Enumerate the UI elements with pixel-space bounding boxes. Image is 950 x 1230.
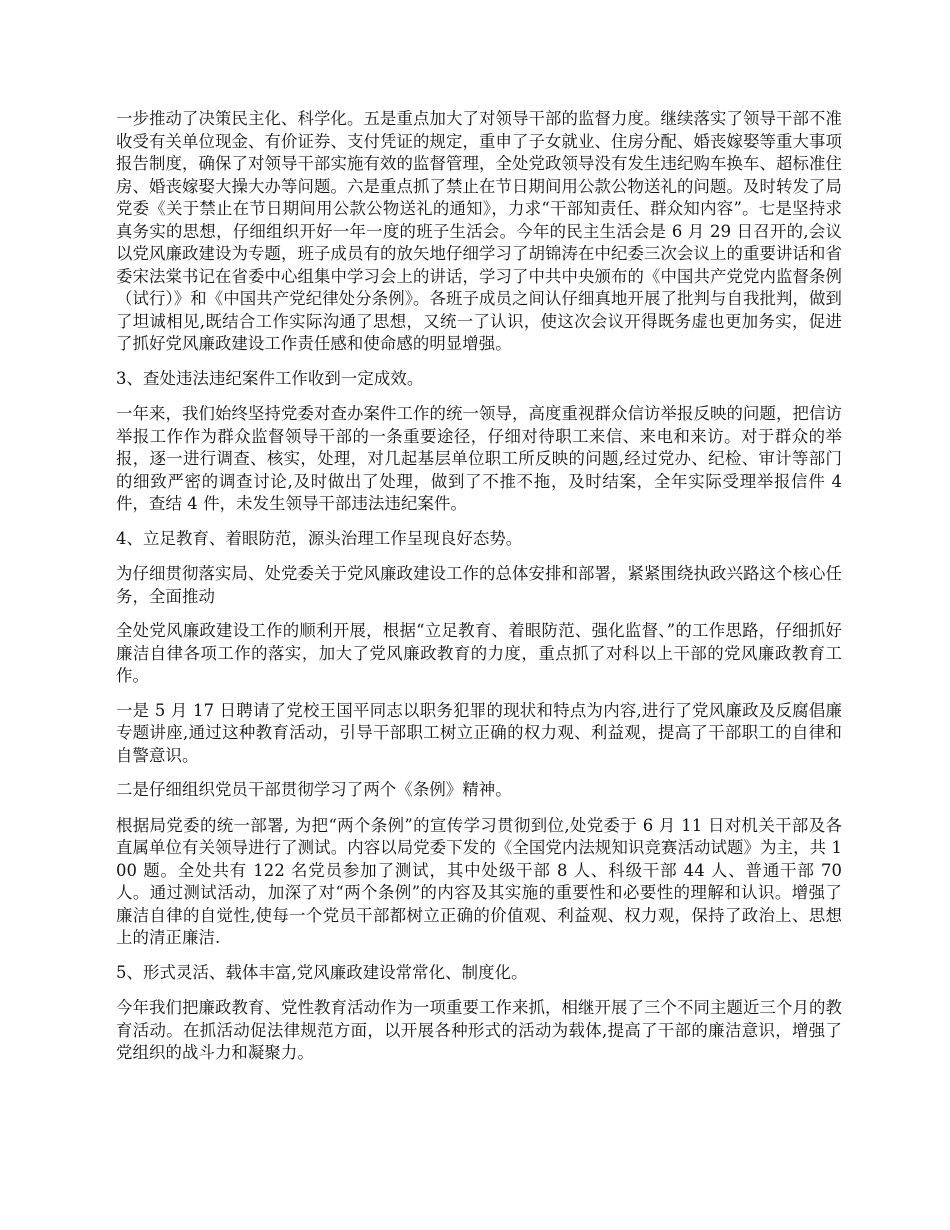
section-heading-4: 4、立足教育、着眼防范，源头治理工作呈现良好态势。 [116,528,523,548]
paragraph-supervision: 一步推动了决策民主化、科学化。五是重点加大了对领导干部的监督力度。继续落实了领导干部不准收受有关单位现金、有价证券、支付凭证的规定，重申了子女就业、住房分配、婚丧嫁娶等重大事项报告制度，确保了对领导干部实施有效的监督管理，全处党政领导没有发生违纪购车换车、超标准住房、婚丧嫁娶大操大办等问题。六是重点抓了禁止在节日期间用公款公物送礼的问题。及时转发了局党委《关于禁止在节日期间用公款公物送礼的通知》，力求“干部知责任、群众知内容”。七是坚持求真务实的思想，仔细组织开好一年一度的班子生活会。今年的民主生活会是 6 月 29 日召开的,会议以党风廉政建设为专题，班子成员有的放矢地仔细学习了胡锦涛在中纪委三次会议上的重要讲话和省委宋法棠书记在省委中心组集中学习会上的讲话，学习了中共中央颁布的《中国共产党党内监督条例（试行）》和《中国共产党纪律处分条例》。各班子成员之间认仔细真地开展了批判与自我批判，做到了坦诚相见,既结合工作实际沟通了思想，又统一了认识，使这次会议开得既务虚也更加务实，促进了抓好党风廉政建设工作责任感和使命感的明显增强。 [116,109,842,353]
paragraph-regulations-study: 二是仔细组织党员干部贯彻学习了两个《条例》精神。 [116,780,512,799]
paragraph-lecture: 一是 5 月 17 日聘请了党校王国平同志以职务犯罪的现状和特点为内容,进行了党风廉政及反腐倡廉专题讲座,通过这种教育活动，引导干部职工树立正确的权力观、利益观，提高了干部职工的自律和自警意识。 [116,700,842,765]
paragraph-testing: 根据局党委的统一部署, 为把“两个条例”的宣传学习贯彻到位,处党委于 6 月 11 日对机关干部及各直属单位有关领导进行了测试。内容以局党委下发的《全国党内法规知识竞赛活动试题》为主，共 100 题。全处共有 122 名党员参加了测试，其中处级干部 8 人、科级干部 44 人、普通干部 70 人。通过测试活动，加深了对“两个条例”的内容及其实施的重要性和必要性的理解和认识。增强了廉洁自律的自觉性,使每一个党员干部都树立正确的价值观、利益观、权力观，保持了政治上、思想上的清正廉洁. [116,815,842,947]
section-heading-5: 5、形式灵活、载体丰富,党风廉政建设常常化、制度化。 [116,962,528,982]
paragraph-work-approach: 全处党风廉政建设工作的顺利开展，根据“立足教育、着眼防范、强化监督、”的工作思路，仔细抓好廉洁自律各项工作的落实，加大了党风廉政教育的力度，重点抓了对科以上干部的党风廉政教育工作。 [116,621,842,685]
paragraph-education-activities: 今年我们把廉政教育、党性教育活动作为一项重要工作来抓，相继开展了三个不同主题近三个月的教育活动。在抓活动促法律规范方面，以开展各种形式的活动为载体,提高了干部的廉洁意识，增强了党组织的战斗力和凝聚力。 [116,998,842,1062]
section-heading-3: 3、查处违法违纪案件工作收到一定成效。 [116,368,424,388]
paragraph-implementation: 为仔细贯彻落实局、处党委关于党风廉政建设工作的总体安排和部署，紧紧围绕执政兴路这个核心任务，全面推动 [116,564,842,606]
paragraph-case-handling: 一年来，我们始终坚持党委对查办案件工作的统一领导，高度重视群众信访举报反映的问题，把信访举报工作作为群众监督领导干部的一条重要途径，仔细对待职工来信、来电和来访。对于群众的举报，逐一进行调查、核实，处理，对几起基层单位职工所反映的问题,经过党办、纪检、审计等部门的细致严密的调查讨论,及时做出了处理，做到了不推不拖，及时结案，全年实际受理举报信件 4 件，查结 4 件，未发生领导干部违法违纪案件。 [116,404,842,513]
